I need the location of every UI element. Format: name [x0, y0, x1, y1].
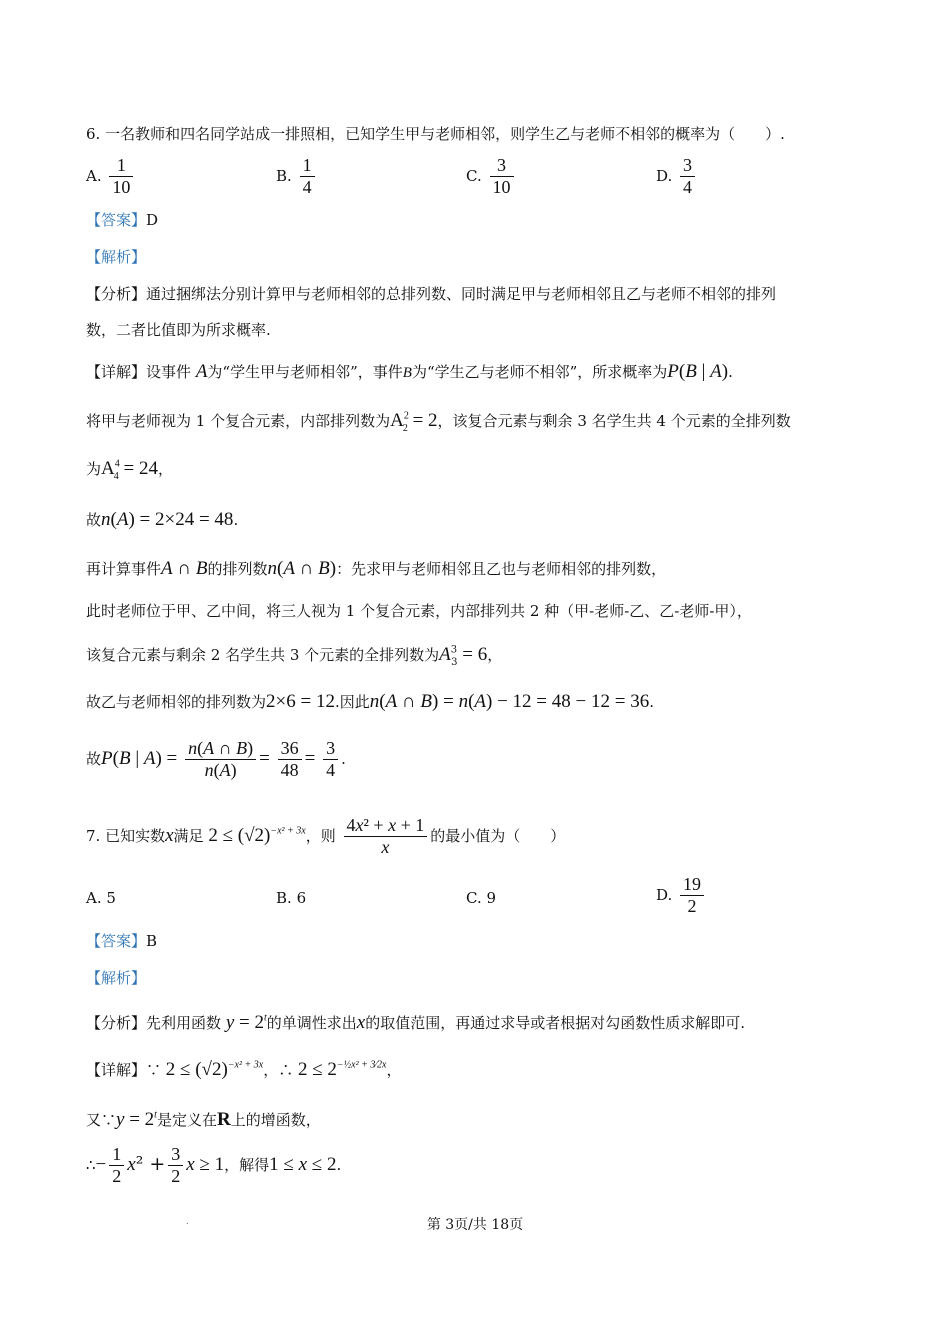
q6-xiangjie-line2: 将甲与老师视为 1 个复合元素，内部排列数为$A^2_2 = 2$，该复合元素与剩余 3 名学生共 4 个元素的全排列数	[86, 410, 791, 434]
q6-fenxi-cont: 数，二者比值即为所求概率.	[86, 321, 271, 339]
page-number: 第 3页/共 18页	[426, 1217, 524, 1233]
q7-xiangjie-line2: 又∵y = $2^t$是定义在R上的增函数，	[86, 1109, 321, 1130]
q6-option-c-fraction: $\frac{3}{10}$	[490, 155, 514, 197]
q6-answer-tag: 【答案】	[86, 211, 147, 229]
q7-option-c: C. 9	[466, 889, 497, 907]
q7-option-d-fraction: $\frac{19}{2}$	[680, 874, 704, 916]
q7-xiangjie-line3: ∴− $\frac{1}{2}$ x² + $\frac{3}{2}$ x ≥ 1，解得1 ≤ x ≤ 2.	[86, 1144, 342, 1186]
q7-expression-fraction: $\frac{\text{4x² + x + 1}}{x}$	[344, 815, 428, 857]
q7-answer-tag: 【答案】	[86, 932, 147, 950]
q7-answer-value: B	[146, 932, 158, 950]
q6-xiangjie-line9: 故P(B | A) = $\frac{n(A \cap B)}{n(A)}$ = $\frac{36}{48}$ = $\frac{3}{4}$ .	[86, 738, 346, 780]
q7-jiexi-heading: 【解析】	[86, 969, 147, 987]
q6-stem-text: 6. 一名教师和四名同学站成一排照相，已知学生甲与老师相邻，则学生乙与老师不相邻的概率为（ ）.	[86, 125, 785, 143]
q6-xiangjie-line8: 故乙与老师相邻的排列数为2×6 = 12.因此n(A ∩ B) = n(A) − 12 = 48 − 12 = 36.	[86, 691, 654, 712]
q6-xiangjie-line5: 再计算事件A ∩ B的排列数n(A ∩ B)：先求甲与老师相邻且乙也与老师相邻的排列数，	[86, 558, 667, 579]
q7-fenxi: 【分析】先利用函数 $y = 2^t$的单调性求出x的取值范围，再通过求导或者根据对勾函数性质求解即可.	[86, 1012, 745, 1033]
q7-xiangjie-tag: 【详解】	[86, 1061, 147, 1079]
q7-fenxi-tag: 【分析】	[86, 1014, 147, 1032]
q6-option-b-fraction: $\frac{1}{4}$	[300, 155, 315, 197]
q6-answer	[86, 211, 158, 229]
q7-option-a: A. 5	[86, 889, 116, 907]
q6-fenxi-tag: 【分析】	[86, 285, 147, 303]
q7-xiangjie-line1: 【详解】∵ $2 \le (√2)^{-x^2 + 3x}$，∴ $2 \le 2^{-\frac{1}{2}x^2 + 3⁄2x}$，	[86, 1059, 402, 1080]
q6-stem	[86, 125, 785, 143]
q6-xiangjie-line4: 故n(A) = 2×24 = 48.	[86, 509, 239, 530]
q6-option-c: C. $\frac{3}{10}$	[466, 155, 517, 197]
q7-option-b: B. 6	[276, 889, 307, 907]
q6-xiangjie-line3: 为$A^4_4 = 24$，	[86, 458, 173, 482]
q7-stem: 7. 已知实数x满足 $2 \le (√2)^{-x^2 + 3x}$，则 $\frac{\text{4x² + x + 1}}{x}$ 的最小值为（ ）	[86, 815, 566, 857]
q6-answer-value: D	[146, 211, 159, 229]
q6-option-a-fraction: $\frac{1}{10}$	[109, 155, 133, 197]
q6-xiangjie-line1: 【详解】设事件 A为“学生甲与老师相邻”，事件B为“学生乙与老师不相邻”，所求概率为P(B | A).	[86, 361, 733, 382]
page-footer	[0, 1214, 950, 1234]
q6-option-b: B. $\frac{1}{4}$	[276, 155, 318, 197]
q6-option-d: D. $\frac{3}{4}$	[656, 155, 698, 197]
q6-fenxi: 【分析】通过捆绑法分别计算甲与老师相邻的总排列数、同时满足甲与老师相邻且乙与老师不相邻的排列	[86, 285, 777, 303]
q6-jiexi-heading: 【解析】	[86, 248, 147, 266]
q6-xiangjie-line7: 该复合元素与剩余 2 名学生共 3 个元素的全排列数为$A^3_3 = 6$，	[86, 644, 503, 668]
q7-answer	[86, 932, 157, 950]
q6-xiangjie-tag: 【详解】	[86, 363, 147, 381]
q6-option-a: A. $\frac{1}{10}$	[86, 155, 136, 197]
q7-option-d: D. $\frac{19}{2}$	[656, 874, 707, 916]
stray-dot: .	[186, 1217, 189, 1226]
q6-xiangjie-line6: 此时老师位于甲、乙中间，将三人视为 1 个复合元素，内部排列共 2 种（甲-老师-乙、乙-老师-甲），	[86, 602, 752, 620]
q6-option-d-fraction: $\frac{3}{4}$	[680, 155, 695, 197]
q6-conditional-fraction: $\frac{n(A \cap B)}{n(A)}$	[185, 738, 256, 780]
